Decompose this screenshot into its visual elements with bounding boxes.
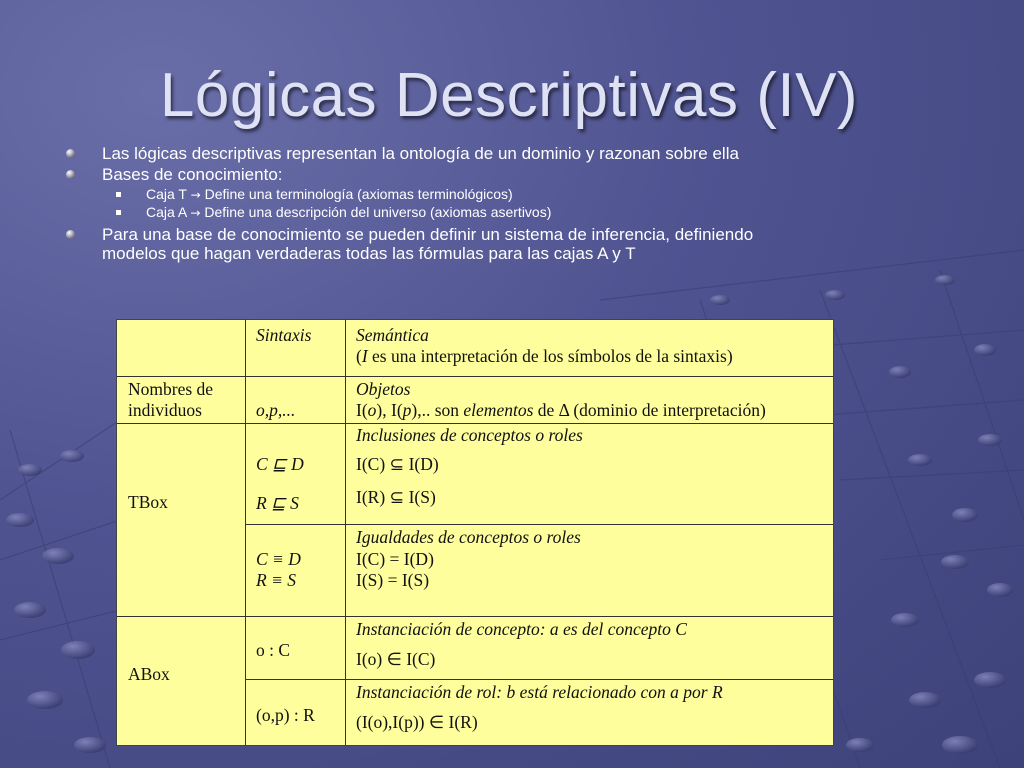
bullet-text: Bases de conocimiento: [102, 165, 283, 184]
bullet-text-line-1: Para una base de conocimiento se pueden definir un sistema de inferencia, definiendo [102, 225, 754, 244]
tbox-equality-sem-2: I(S) = I(S) [356, 570, 430, 590]
header-sintaxis: Sintaxis [256, 325, 312, 345]
slide-title: Lógicas Descriptivas (IV) [159, 61, 859, 130]
abox-role-syntax: (o,p) : R [256, 705, 315, 725]
header-semantica-subtitle: (I es una interpretación de los símbolos de la sintaxis) [356, 346, 733, 366]
abox-concept-sem-1: I(o) ∈ I(C) [356, 649, 436, 669]
nombres-syntax: o,p,... [256, 400, 296, 420]
nombres-sem-text: I(o), I(p),.. son elementos de Δ (dominio de interpretación) [356, 400, 766, 420]
arrow-icon: → [190, 206, 201, 220]
bullet-item [64, 165, 944, 184]
tbox-equality-sem-1: I(C) = I(D) [356, 549, 434, 569]
bullet-text-line-2: modelos que hagan verdaderas todas las fórmulas para las cajas A y T [102, 244, 636, 263]
square-bullet-icon [116, 192, 121, 197]
sub-bullet-item [64, 204, 944, 222]
tbox-inclusion-syntax-1: C ⊑ D [256, 454, 304, 474]
row-label-tbox: TBox [128, 492, 168, 512]
square-bullet-icon [116, 210, 121, 215]
tbox-inclusion-sem-title: Inclusiones de conceptos o roles [356, 425, 583, 445]
bullet-icon [66, 149, 75, 158]
syntax-semantics-table [116, 319, 834, 746]
arrow-icon: → [190, 188, 201, 202]
sub-bullet-item [64, 186, 944, 204]
sub-bullet-text: Define una terminología (axiomas terminológicos) [204, 186, 513, 202]
abox-concept-syntax: o : C [256, 640, 291, 660]
abox-role-sem-title: Instanciación de rol: b está relacionado con a por R [356, 682, 723, 702]
row-label-individuos: individuos [128, 400, 202, 420]
bullet-item [64, 144, 944, 163]
sub-bullet-label: Caja A [146, 204, 187, 220]
sub-bullet-text: Define una descripción del universo (axiomas asertivos) [204, 204, 552, 220]
row-label-abox: ABox [128, 664, 170, 684]
nombres-sem-title: Objetos [356, 379, 411, 399]
bullet-icon [66, 170, 75, 179]
tbox-inclusion-syntax-2: R ⊑ S [256, 493, 299, 513]
tbox-equality-syntax-2: R ≡ S [256, 570, 296, 590]
tbox-inclusion-sem-1: I(C) ⊆ I(D) [356, 454, 439, 474]
bullet-icon [66, 230, 75, 239]
tbox-inclusion-sem-2: I(R) ⊆ I(S) [356, 487, 436, 507]
bullet-text: Las lógicas descriptivas representan la ontología de un dominio y razonan sobre ella [102, 144, 739, 163]
tbox-equality-syntax-1: C ≡ D [256, 549, 301, 569]
row-label-nombres: Nombres de [128, 379, 214, 399]
bullet-list [64, 144, 944, 265]
abox-concept-sem-title: Instanciación de concepto: a es del concepto C [356, 619, 687, 639]
abox-role-sem-1: (I(o),I(p)) ∈ I(R) [356, 712, 478, 732]
tbox-equality-sem-title: Igualdades de conceptos o roles [356, 527, 581, 547]
bullet-item [64, 225, 944, 263]
sub-bullet-label: Caja T [146, 186, 187, 202]
header-semantica: Semántica [356, 325, 429, 345]
